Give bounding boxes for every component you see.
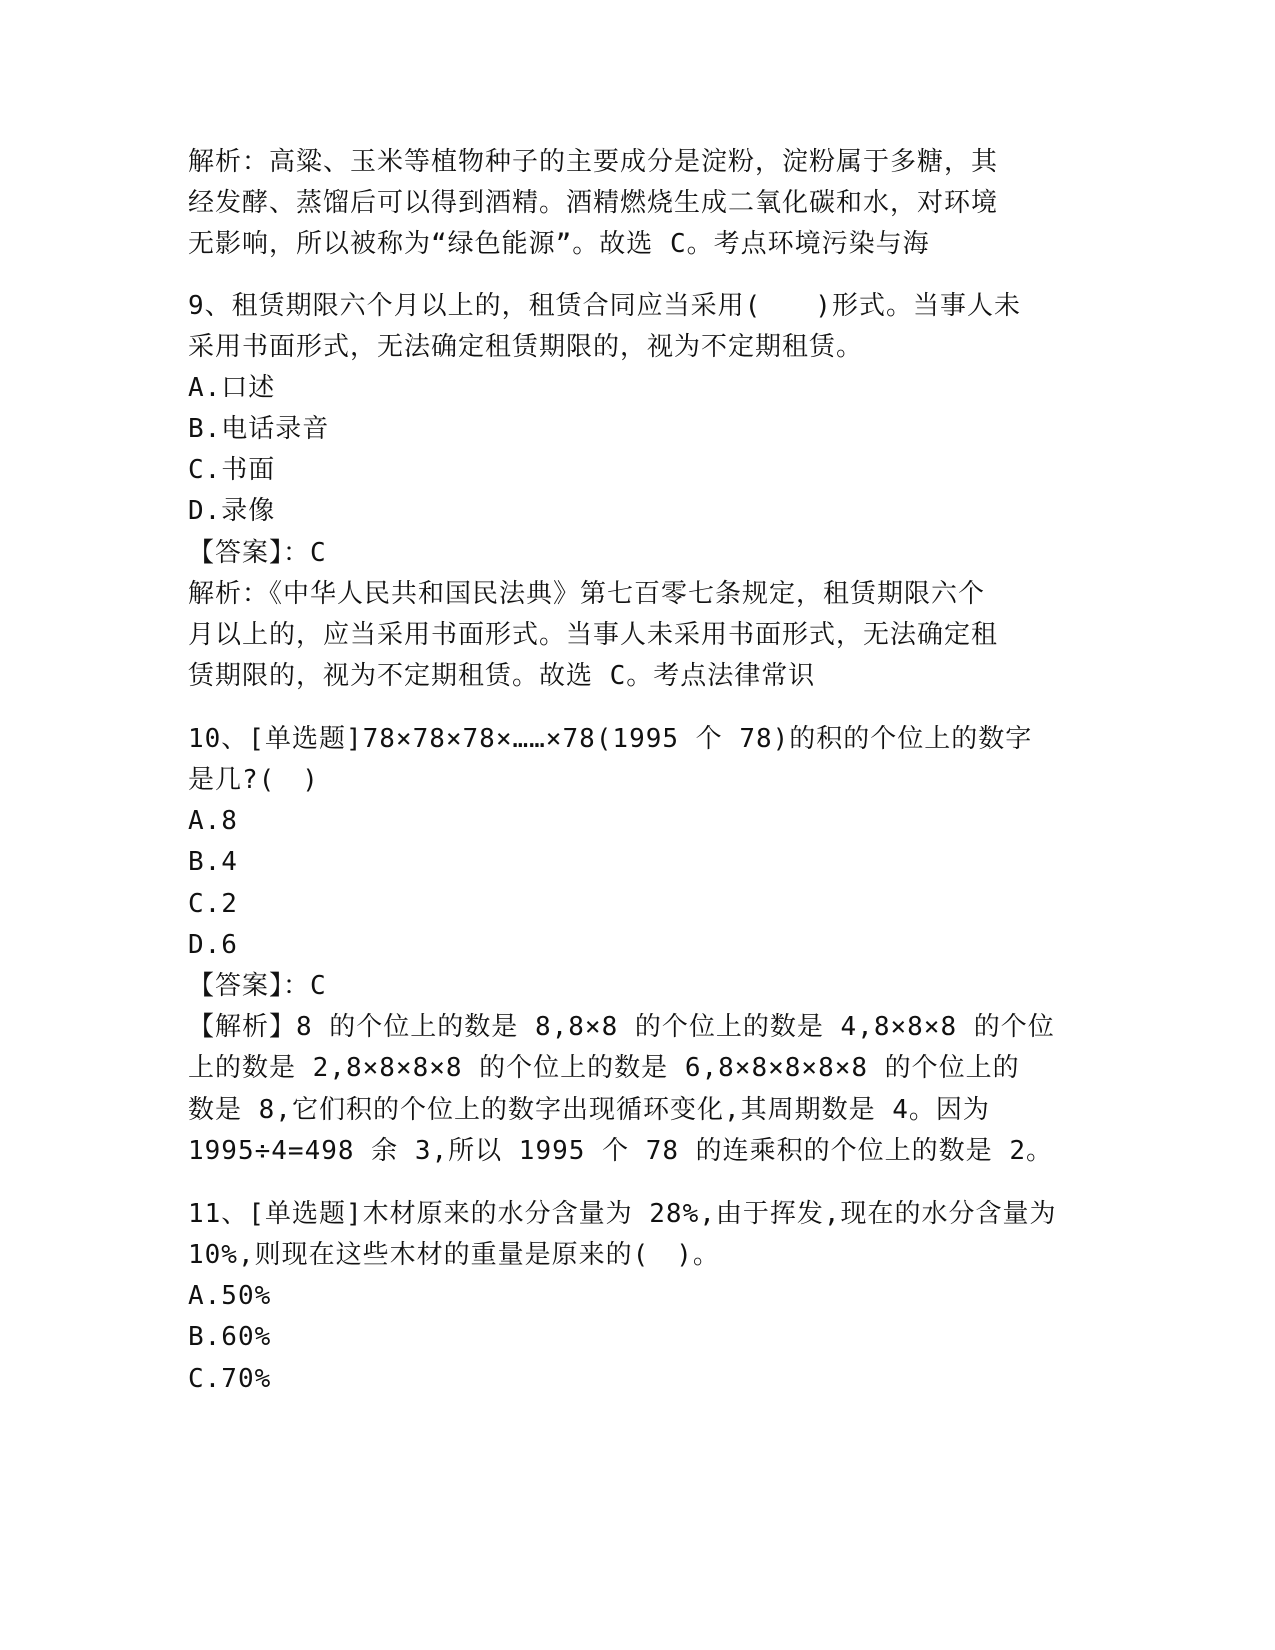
q11-option-c: C.70% — [188, 1364, 272, 1394]
q9-option-a: A.口述 — [188, 373, 276, 403]
q9-answer: 【答案】：C — [188, 538, 327, 568]
q10-explanation-line-4: 1995÷4=498 余 3,所以 1995 个 78 的连乘积的个位上的数是 2。 — [188, 1136, 1053, 1166]
q8-explanation-line-2: 经发酵、蒸馏后可以得到酒精。酒精燃烧生成二氧化碳和水，对环境 — [188, 188, 999, 218]
q9-stem-line-2: 采用书面形式，无法确定租赁期限的，视为不定期租赁。 — [188, 332, 864, 362]
q9-explanation-line-2: 月以上的，应当采用书面形式。当事人未采用书面形式，无法确定租 — [188, 620, 999, 650]
q10-option-d: D.6 — [188, 930, 238, 960]
q10-answer: 【答案】：C — [188, 971, 327, 1001]
q10-stem-line-2: 是几?( ) — [188, 765, 319, 795]
q10-explanation-line-2: 上的数是 2,8×8×8×8 的个位上的数是 6,8×8×8×8×8 的个位上的 — [188, 1053, 1020, 1083]
q11-option-a: A.50% — [188, 1281, 272, 1311]
q9-explanation-line-3: 赁期限的，视为不定期租赁。故选 C。考点法律常识 — [188, 661, 816, 691]
q9-option-c: C.书面 — [188, 455, 276, 485]
q9-explanation-line-1: 解析：《中华人民共和国民法典》第七百零七条规定，租赁期限六个 — [188, 579, 986, 609]
q11-stem-line-1: 11、[单选题]木材原来的水分含量为 28%,由于挥发,现在的水分含量为 — [188, 1199, 1057, 1229]
q8-explanation-line-3: 无影响，所以被称为“绿色能源”。故选 C。考点环境污染与海 — [188, 229, 930, 259]
q10-option-a: A.8 — [188, 806, 238, 836]
q10-stem-line-1: 10、[单选题]78×78×78×……×78(1995 个 78)的积的个位上的数字 — [188, 724, 1033, 754]
q10-explanation-line-3: 数是 8,它们积的个位上的数字出现循环变化,其周期数是 4。因为 — [188, 1095, 990, 1125]
q8-explanation-line-1: 解析：高粱、玉米等植物种子的主要成分是淀粉，淀粉属于多糖，其 — [188, 147, 999, 177]
q9-stem-line-1: 9、租赁期限六个月以上的，租赁合同应当采用( )形式。当事人未 — [188, 291, 1021, 321]
q11-stem-line-2: 10%,则现在这些木材的重量是原来的( )。 — [188, 1240, 720, 1270]
q10-option-b: B.4 — [188, 847, 238, 877]
q10-option-c: C.2 — [188, 889, 238, 919]
q10-explanation-line-1: 【解析】8 的个位上的数是 8,8×8 的个位上的数是 4,8×8×8 的个位 — [188, 1012, 1055, 1042]
q9-option-d: D.录像 — [188, 496, 276, 526]
q11-option-b: B.60% — [188, 1322, 272, 1352]
q9-option-b: B.电话录音 — [188, 414, 330, 444]
